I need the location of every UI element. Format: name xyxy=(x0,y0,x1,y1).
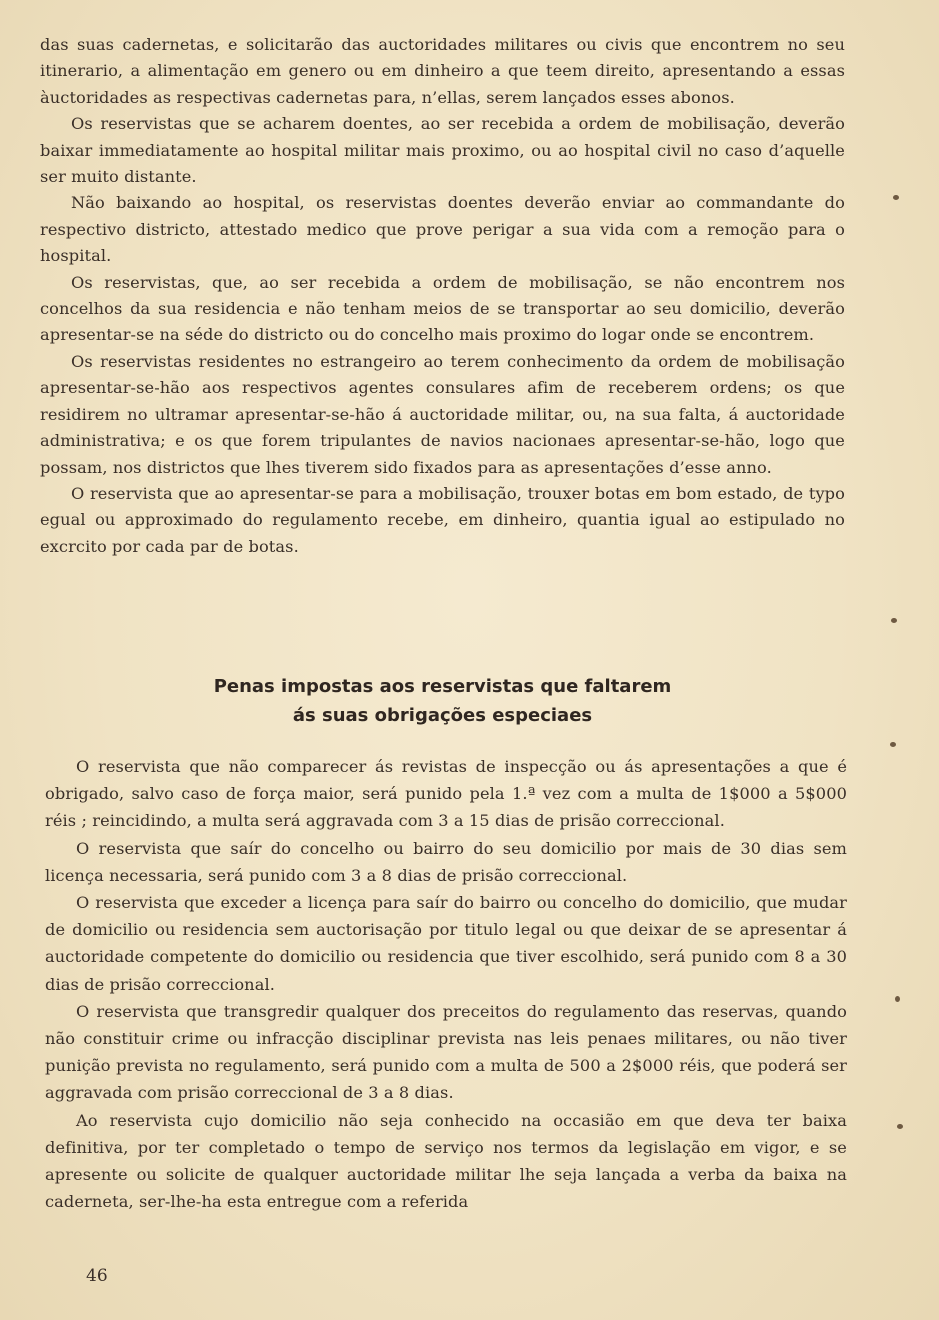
paragraph: O reservista que exceder a licença para saír do bairro ou concelho do domicilio, que mudar de domicilio ou residencia sem auctorisação por titulo legal ou que deixar de se apresentar á auctoridade competente do domicilio ou residencia que tiver escolhido, será punido com 8 a 30 dias de prisão correccional. xyxy=(45,893,847,994)
paper-speck xyxy=(891,618,897,623)
paper-speck xyxy=(890,742,896,747)
section-heading-line-1: Penas impostas aos reservistas que faltarem xyxy=(213,676,672,697)
paper-speck xyxy=(895,996,900,1002)
section-heading xyxy=(40,672,845,730)
paragraph: das suas cadernetas, e solicitarão das auctoridades militares ou civis que encontrem no seu itinerario, a alimentação em genero ou em dinheiro a que teem direito, apresentando a essas àuctoridades as respectivas cadernetas para, n’ellas, serem lançados esses abonos. xyxy=(40,35,845,107)
paragraph: Os reservistas que se acharem doentes, ao ser recebida a ordem de mobilisação, deverão baixar immediatamente ao hospital militar mais proximo, ou ao hospital civil no caso d’aquelle ser muito distante. xyxy=(40,114,845,187)
section-heading-line-2: ás suas obrigações especiaes xyxy=(292,705,593,726)
paragraph: O reservista que saír do concelho ou bairro do seu domicilio por mais de 30 dias sem licença necessaria, será punido com 3 a 8 dias de prisão correccional. xyxy=(45,838,847,885)
paragraph: O reservista que transgredir qualquer dos preceitos do regulamento das reservas, quando não constituir crime ou infracção disciplinar prevista nas leis penaes militares, ou não tiver punição prevista no regulamento, será punido com a multa de 500 a 2$000 réis, que poderá ser aggravada com prisão correccional de 3 a 8 dias. xyxy=(45,1001,847,1103)
text-block-top xyxy=(40,32,845,560)
paragraph: Não baixando ao hospital, os reservistas doentes deverão enviar ao commandante do respectivo districto, attestado medico que prove perigar a sua vida com a remoção para o hospital. xyxy=(40,193,845,266)
paper-speck xyxy=(893,195,899,200)
text-block-bottom xyxy=(45,753,847,1215)
paragraph: O reservista que ao apresentar-se para a mobilisação, trouxer botas em bom estado, de typo egual ou approximado do regulamento recebe, em dinheiro, quantia igual ao estipulado no excrcito por cada par de botas. xyxy=(40,483,845,556)
paragraph: Os reservistas, que, ao ser recebida a ordem de mobilisação, se não encontrem nos concelhos da sua residencia e não tenham meios de se transportar ao seu domicilio, deverão apresentar-se na séde do districto ou do concelho mais proximo do logar onde se encontrem. xyxy=(40,272,845,345)
paragraph: Os reservistas residentes no estrangeiro ao terem conhecimento da ordem de mobilisação apresentar-se-hão aos respectivos agentes consulares afim de receberem ordens; os que residirem no ultramar apresentar-se-hão á auctoridade militar, ou, na sua falta, á auctoridade administrativa; e os que forem tripulantes de navios nacionaes apresentar-se-hão, logo que possam, nos districtos que lhes tiverem sido fixados para as apresentações d’esse anno. xyxy=(40,351,845,477)
page-number: 46 xyxy=(86,1266,108,1286)
paragraph: Ao reservista cujo domicilio não seja conhecido na occasião em que deva ter baixa definitiva, por ter completado o tempo de serviço nos termos da legislação em vigor, e se apresente ou solicite de qualquer auctoridade militar lhe seja lançada a verba da baixa na caderneta, ser-lhe-ha esta entregue com a referida xyxy=(45,1110,847,1212)
paper-speck xyxy=(897,1124,903,1129)
paragraph: O reservista que não comparecer ás revistas de inspecção ou ás apresentações a que é obrigado, salvo caso de força maior, será punido pela 1.ª vez com a multa de 1$000 a 5$000 réis ; reincidindo, a multa será aggravada com 3 a 15 dias de prisão correccional. xyxy=(45,757,847,831)
